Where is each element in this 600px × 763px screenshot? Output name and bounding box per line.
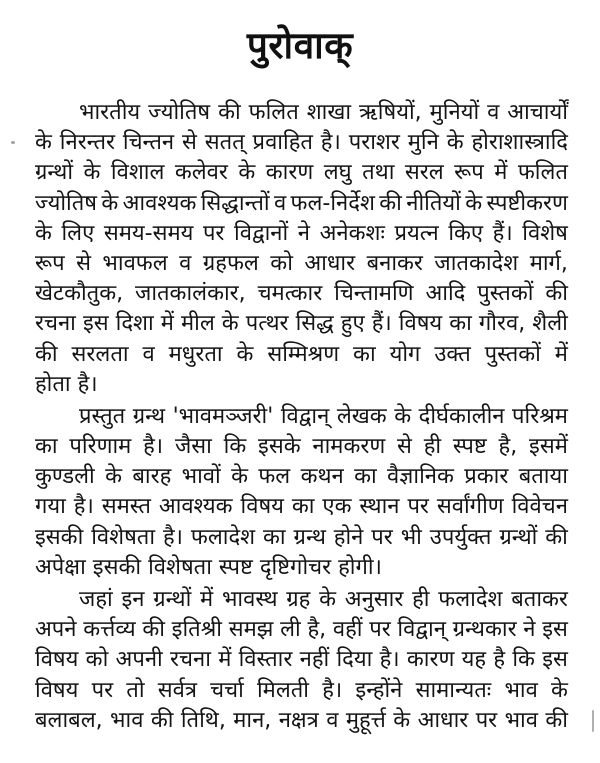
- word: चिन्तामणि: [334, 281, 414, 307]
- word: जातकालंकार,: [135, 281, 246, 307]
- text-line: [35, 156, 568, 186]
- word: आचार्यों: [507, 100, 568, 125]
- word: बारह: [132, 464, 172, 490]
- word: व: [487, 100, 500, 125]
- text-line: [35, 338, 568, 368]
- word: उपर्युक्त: [429, 524, 492, 550]
- word: स्पष्ट: [452, 434, 487, 460]
- word: इसकी: [92, 554, 142, 580]
- word: पर: [369, 617, 391, 643]
- word: एक: [322, 494, 352, 520]
- word: चमत्कार: [257, 281, 323, 307]
- text-line: [35, 674, 568, 704]
- word: 'भावमञ्जरी': [172, 403, 274, 429]
- word: के: [319, 587, 337, 612]
- word: आधार: [417, 707, 469, 733]
- word: प्रस्तुत: [79, 403, 126, 429]
- word: मुनि: [407, 130, 439, 156]
- word: विषय: [398, 311, 443, 337]
- word: ग्रहफल: [202, 250, 259, 276]
- word: है,: [498, 434, 518, 460]
- word: विषय: [35, 647, 79, 673]
- word: के: [83, 160, 101, 186]
- text-line: [35, 368, 568, 398]
- word: पर: [202, 220, 225, 246]
- text-line: [35, 643, 568, 673]
- word: विशेष: [522, 220, 568, 246]
- word: फलित: [248, 100, 299, 125]
- word: रूप: [35, 250, 65, 276]
- word: विद्वान्: [280, 403, 330, 429]
- word: में: [494, 160, 508, 186]
- word: प्रयत्न: [394, 220, 439, 246]
- text-line: [35, 613, 568, 643]
- word: स्पष्टीकरण: [486, 190, 568, 216]
- word: ने: [297, 220, 310, 246]
- word: दिशा: [115, 311, 154, 337]
- word: योग: [389, 341, 421, 367]
- word: की: [545, 281, 568, 307]
- word: की: [150, 707, 174, 733]
- word: शैली: [532, 311, 568, 337]
- word: कर्त्तव्य: [83, 617, 136, 643]
- text-line: [35, 430, 568, 460]
- word: बलाबल,: [35, 707, 103, 733]
- word: सरलता: [71, 341, 129, 367]
- word: इसमें: [529, 434, 568, 460]
- word: विवेचन: [511, 494, 568, 520]
- word: चर्चा: [210, 677, 244, 703]
- word: वहीं: [332, 617, 363, 643]
- word: है।: [379, 647, 400, 673]
- word: आवश्यक: [158, 494, 233, 520]
- word: इस: [542, 617, 568, 643]
- word: के: [231, 464, 248, 490]
- text-line: [35, 583, 568, 613]
- word: निरन्तर: [59, 130, 116, 156]
- word: है: [493, 647, 506, 673]
- word: पर: [407, 494, 429, 520]
- word: मधुरता: [168, 341, 223, 367]
- word: के: [465, 190, 483, 216]
- word: से: [181, 130, 197, 156]
- scan-edge-artifact: [592, 710, 594, 732]
- word: अनेकशः: [319, 220, 385, 246]
- word: विशेषता: [91, 524, 156, 550]
- word: में: [554, 341, 568, 367]
- word: है।: [143, 434, 164, 460]
- word: फल: [258, 464, 291, 490]
- text-line: [35, 247, 568, 277]
- word: ली: [280, 617, 301, 643]
- word: सिद्ध: [295, 311, 334, 337]
- word: हैं।: [371, 311, 392, 337]
- word: है,: [307, 617, 327, 643]
- text-line: [35, 217, 568, 247]
- word: मुनियों: [429, 100, 480, 125]
- word: रचना: [35, 311, 76, 337]
- word: लिए: [61, 220, 95, 246]
- word: के: [105, 464, 122, 490]
- word: है।: [77, 371, 98, 397]
- word: ज्योतिष: [35, 190, 97, 216]
- word: विशेषता: [148, 554, 212, 580]
- word: पुस्तकों: [477, 281, 534, 307]
- word: चिन्तन: [122, 130, 175, 156]
- word: के: [35, 130, 52, 156]
- word: सिद्धान्तों: [200, 190, 270, 216]
- word: पर: [91, 677, 114, 703]
- word: नीतियों: [406, 190, 461, 216]
- word: सतत्: [204, 130, 245, 156]
- word: अनुसार: [344, 587, 404, 612]
- word: आदि: [425, 281, 466, 307]
- word: ऋषियों,: [359, 100, 422, 125]
- word: में: [200, 587, 214, 612]
- word: रचना: [170, 647, 211, 673]
- word: ने: [523, 617, 536, 643]
- word: का: [353, 341, 376, 367]
- word: परिश्रम: [512, 403, 568, 429]
- word: स्पष्ट: [218, 554, 253, 580]
- word: है।: [73, 494, 94, 520]
- word: ग्रन्थ: [293, 524, 326, 550]
- word: विद्वान्: [397, 617, 446, 643]
- word: ग्रन्थ: [132, 403, 166, 429]
- word: के: [394, 403, 412, 429]
- word: की: [35, 341, 58, 367]
- word: यह: [461, 647, 487, 673]
- text-line: [35, 551, 568, 581]
- word: परिणाम: [69, 434, 132, 460]
- paragraph: [35, 583, 568, 734]
- word: पत्थर: [245, 311, 289, 337]
- word: विद्वानों: [234, 220, 289, 246]
- word: अपेक्षा: [35, 554, 86, 580]
- text-line: [35, 400, 568, 430]
- word: के: [221, 311, 239, 337]
- word: का: [35, 434, 58, 460]
- word: को: [85, 647, 109, 673]
- word: की: [379, 190, 402, 216]
- word: समय-समय: [103, 220, 194, 246]
- word: में: [218, 647, 232, 673]
- word: समझ: [228, 617, 274, 643]
- body-text: [35, 96, 568, 734]
- word: दृष्टिगोचर: [259, 554, 332, 580]
- word: ही: [412, 587, 430, 612]
- word: मिलती: [256, 677, 309, 703]
- text-line: [35, 126, 568, 156]
- word: को: [270, 250, 293, 276]
- word: भावों: [181, 464, 221, 490]
- word: से: [76, 250, 91, 276]
- word: होता: [35, 371, 71, 397]
- word: इन्होंने: [355, 677, 403, 703]
- paragraph: [35, 400, 568, 581]
- word: अपने: [35, 617, 77, 643]
- word: होगी।: [338, 554, 382, 580]
- word: कारण: [265, 160, 314, 186]
- text-line: [35, 490, 568, 520]
- word: सम्मिश्रण: [267, 341, 340, 367]
- word: होने: [333, 524, 364, 550]
- word: फलादेश: [190, 524, 256, 550]
- text-line: [35, 277, 568, 307]
- word: मान,: [233, 707, 272, 733]
- word: स्थान: [359, 494, 400, 520]
- word: इस: [82, 311, 109, 337]
- word: व: [142, 341, 155, 367]
- word: ही: [423, 434, 442, 460]
- word: में: [160, 311, 174, 337]
- word: रूप: [454, 160, 484, 186]
- word: कुण्डली: [35, 464, 95, 490]
- word: ग्रन्थों: [35, 160, 74, 186]
- word: लघु: [323, 160, 352, 186]
- word: कारण: [406, 647, 455, 673]
- word: दीर्घकालीन: [418, 403, 505, 429]
- word: व: [326, 707, 339, 733]
- word: लेखक: [336, 403, 387, 429]
- word: भाव: [504, 707, 538, 733]
- word: जहां: [79, 587, 113, 612]
- word: भाव: [110, 707, 144, 733]
- word: हैं।: [492, 220, 513, 246]
- word: तथा: [362, 160, 395, 186]
- word: से: [397, 434, 412, 460]
- word: का: [291, 494, 315, 520]
- scan-speck-artifact: [11, 141, 15, 144]
- word: नहीं: [299, 647, 330, 673]
- text-line: [35, 704, 568, 734]
- word: उक्त: [434, 341, 471, 367]
- word: का: [354, 464, 377, 490]
- word: किए: [448, 220, 484, 246]
- word: नक्षत्र: [278, 707, 319, 733]
- word: गया: [35, 494, 66, 520]
- word: का: [449, 311, 472, 337]
- word: बनाकर: [366, 250, 423, 276]
- word: के: [551, 677, 568, 703]
- word: विषय: [240, 494, 284, 520]
- word: पर: [371, 524, 393, 550]
- word: की: [545, 524, 568, 550]
- word: विशाल: [110, 160, 165, 186]
- text-line: [35, 460, 568, 490]
- word: है।: [322, 677, 343, 703]
- word: इस: [542, 647, 568, 673]
- word: नामकरण: [312, 434, 386, 460]
- word: सामान्यतः: [415, 677, 492, 703]
- word: के: [446, 130, 464, 156]
- word: गौरव,: [478, 311, 526, 337]
- word: पुस्तकों: [484, 341, 541, 367]
- page-title: पुरोवाक्: [246, 24, 354, 67]
- word: मार्ग,: [529, 250, 568, 276]
- word: के: [236, 341, 254, 367]
- word: इसके: [258, 434, 301, 460]
- word: कलेवर: [174, 160, 228, 186]
- word: भारतीय: [79, 100, 141, 125]
- word: जातकादेश: [434, 250, 519, 276]
- word: आधार: [304, 250, 356, 276]
- word: तो: [126, 677, 145, 703]
- word: इतिश्री: [171, 617, 222, 643]
- paragraph: [35, 96, 568, 398]
- word: के: [393, 707, 411, 733]
- word: मुहूर्त्त: [345, 707, 386, 733]
- word: की: [218, 100, 241, 125]
- word: के: [35, 220, 52, 246]
- text-line: [35, 96, 568, 126]
- word: विषय: [35, 677, 79, 703]
- word: इन: [121, 587, 145, 612]
- word: दिया: [336, 647, 373, 673]
- word: की: [142, 617, 165, 643]
- word: ग्रन्थों: [153, 587, 192, 612]
- word: प्रकार: [464, 464, 509, 490]
- word: भावफल: [102, 250, 168, 276]
- word: ज्योतिष: [148, 100, 211, 125]
- word: कथन: [300, 464, 344, 490]
- word: आवश्यक: [122, 190, 197, 216]
- word: के: [238, 160, 256, 186]
- text-line: [35, 521, 568, 551]
- word: भी: [400, 524, 422, 550]
- text-line: [35, 187, 568, 217]
- word: ग्रन्थकार: [452, 617, 517, 643]
- word: मील: [180, 311, 215, 337]
- word: सर्वत्र: [157, 677, 197, 703]
- word: ग्रह: [286, 587, 311, 612]
- word: जैसा: [174, 434, 212, 460]
- word: होराशास्त्रादि: [471, 130, 568, 156]
- word: तिथि,: [180, 707, 226, 733]
- word: अपनी: [115, 647, 163, 673]
- word: वैज्ञानिक: [387, 464, 454, 490]
- word: के: [101, 190, 119, 216]
- word: सर्वांगीण: [436, 494, 504, 520]
- word: फलादेश: [438, 587, 503, 612]
- word: फलित: [517, 160, 568, 186]
- word: हुए: [340, 311, 365, 337]
- word: बताया: [518, 464, 568, 490]
- word: समस्त: [101, 494, 151, 520]
- word: कि: [512, 647, 535, 673]
- word: फल-निर्देश: [290, 190, 375, 216]
- word: पराशर: [348, 130, 400, 156]
- word: सरल: [404, 160, 444, 186]
- text-line: [35, 307, 568, 337]
- word: व: [273, 190, 287, 216]
- word: प्रवाहित: [252, 130, 313, 156]
- word: कि: [223, 434, 247, 460]
- word: भाव: [504, 677, 538, 703]
- word: ग्रन्थों: [499, 524, 538, 550]
- word: विस्तार: [238, 647, 293, 673]
- word: शाखा: [306, 100, 352, 125]
- word: का: [263, 524, 286, 550]
- word: खेटकौतुक,: [35, 281, 124, 307]
- word: है।: [162, 524, 183, 550]
- word: है।: [320, 130, 341, 156]
- word: इसकी: [35, 524, 84, 550]
- word: की: [545, 707, 568, 733]
- word: व: [179, 250, 192, 276]
- word: भावस्थ: [221, 587, 278, 612]
- word: बताकर: [511, 587, 568, 612]
- word: पर: [475, 707, 498, 733]
